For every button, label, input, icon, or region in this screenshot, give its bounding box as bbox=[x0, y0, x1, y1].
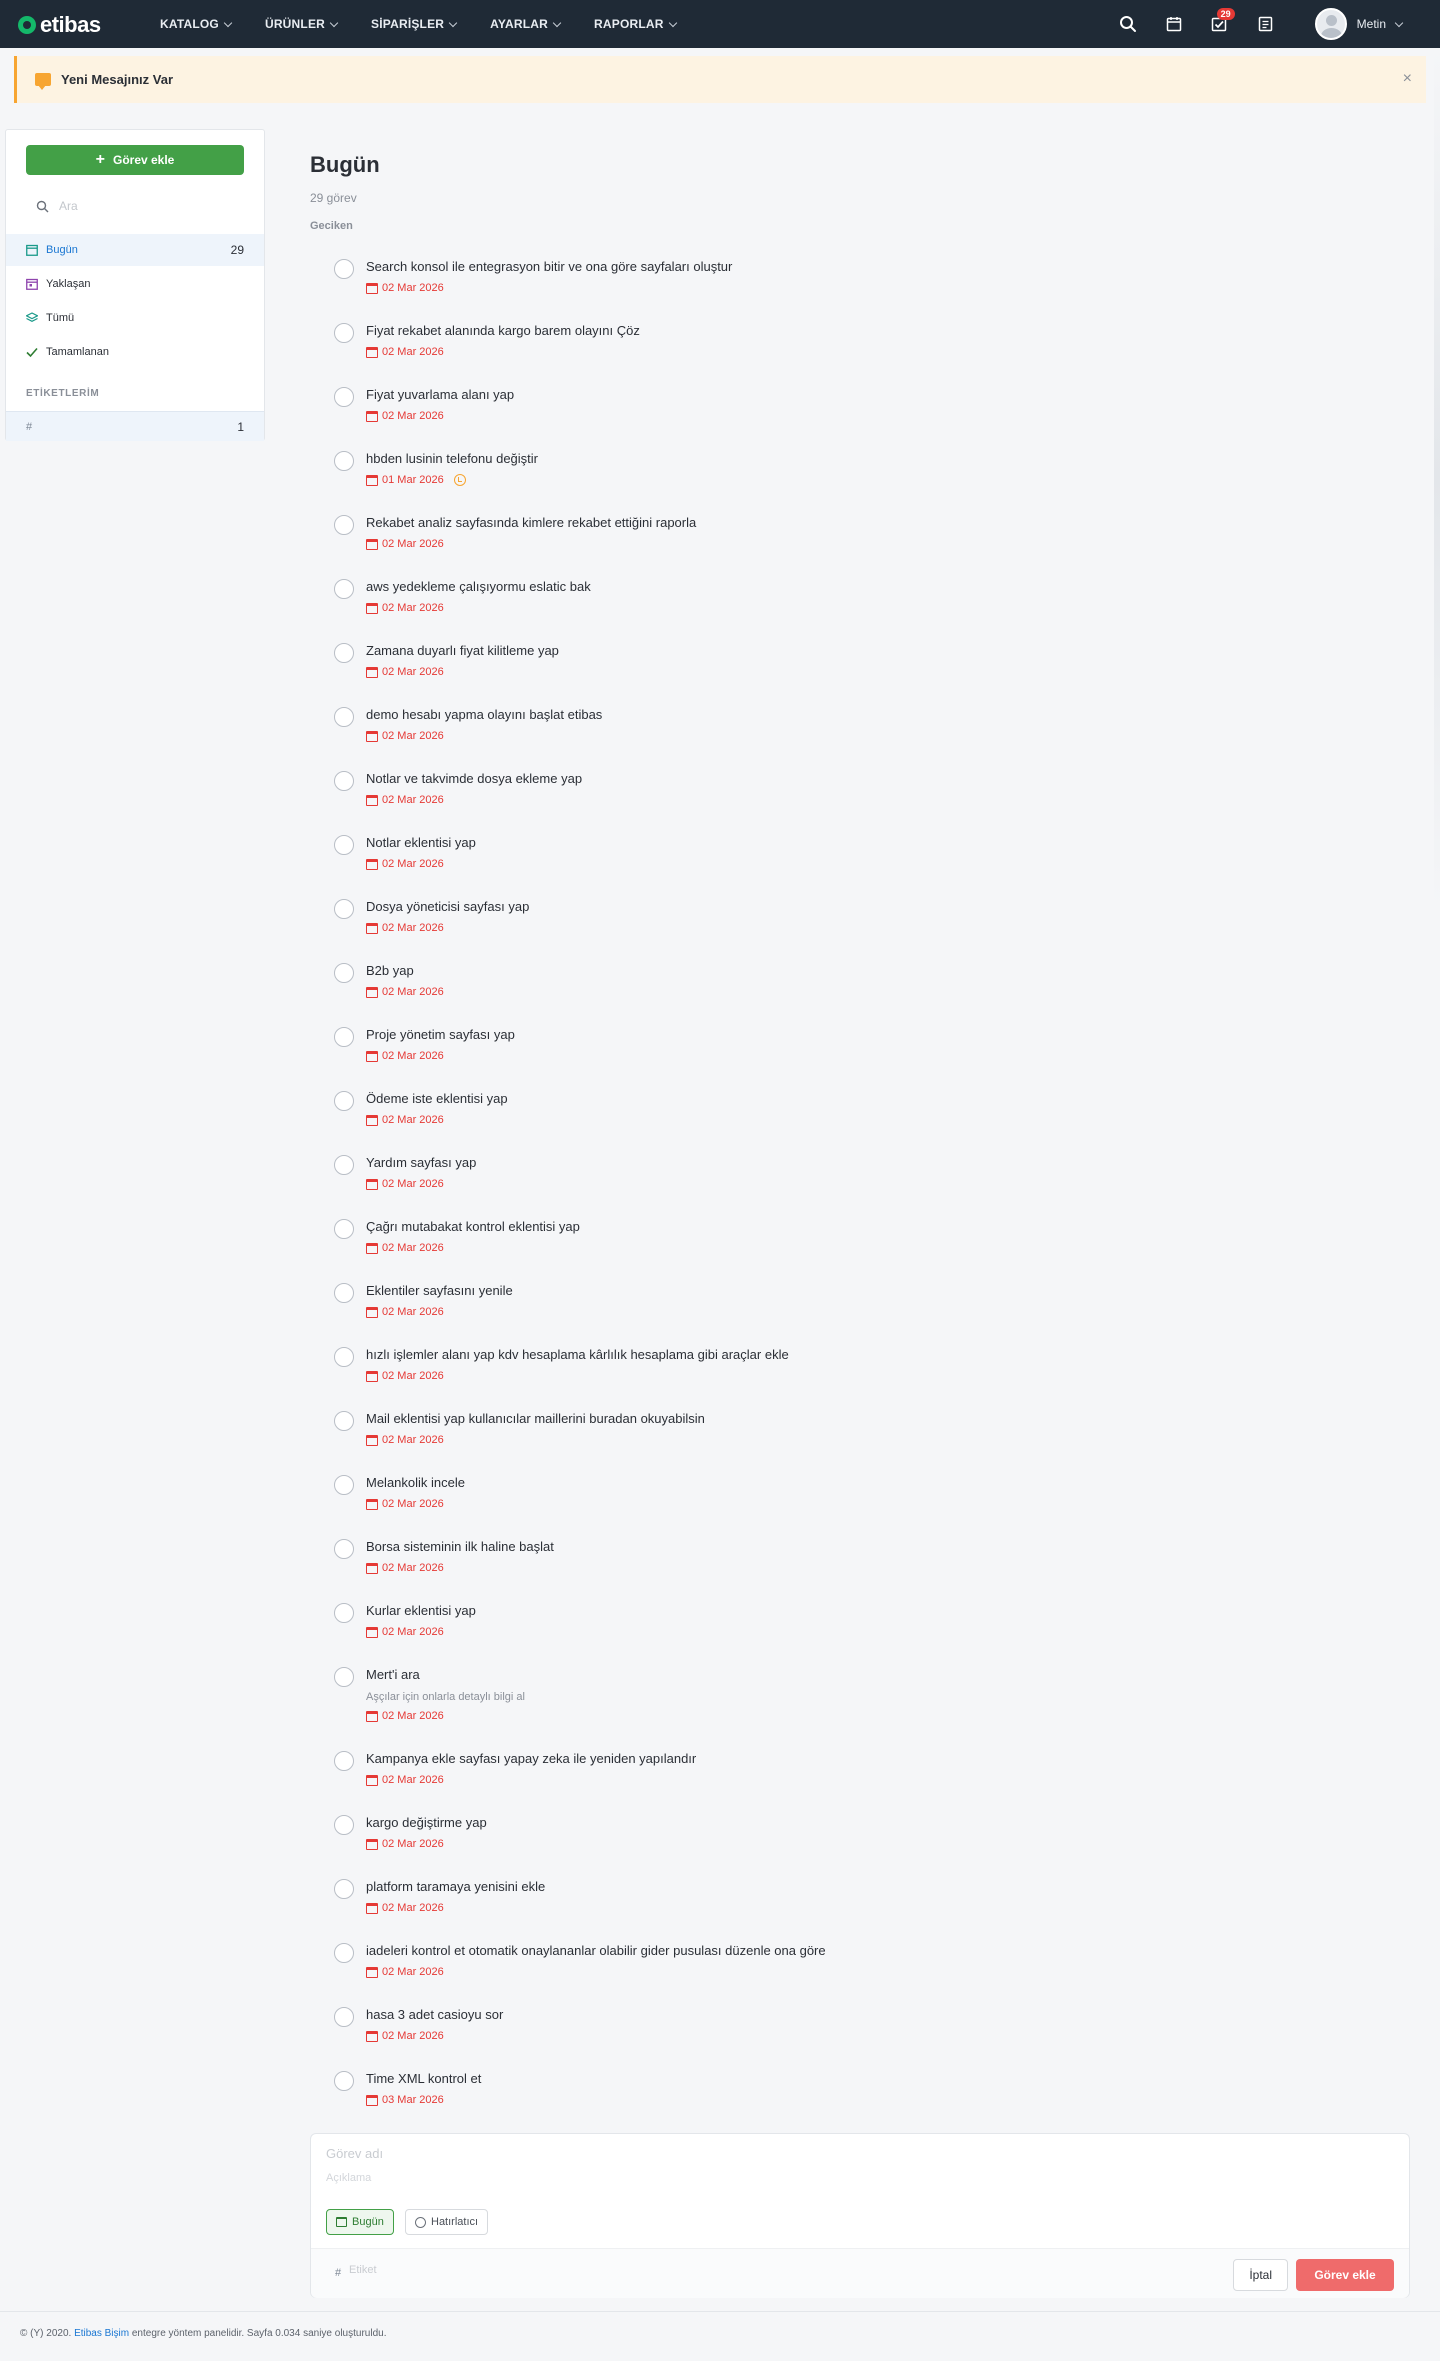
calendar-icon bbox=[366, 1903, 378, 1914]
task-title[interactable]: Time XML kontrol et bbox=[366, 2071, 482, 2086]
brand-logo[interactable] bbox=[18, 12, 101, 38]
calendar-icon bbox=[366, 283, 378, 294]
task-complete-checkbox[interactable] bbox=[334, 1815, 354, 1835]
nav-item-raporlar[interactable] bbox=[594, 17, 676, 31]
navbar-actions bbox=[1105, 0, 1440, 48]
calendar-icon bbox=[366, 411, 378, 422]
chevron-down-icon bbox=[224, 18, 232, 26]
due-date-text: 02 Mar 2026 bbox=[382, 1902, 444, 1914]
task-item[interactable] bbox=[334, 1536, 1334, 1600]
nav-item-siparisler[interactable] bbox=[371, 17, 456, 31]
alert-text: Yeni Mesajınız Var bbox=[61, 72, 173, 87]
due-date-text: 02 Mar 2026 bbox=[382, 1114, 444, 1126]
task-item[interactable] bbox=[334, 1876, 1334, 1940]
task-title[interactable]: Search konsol ile entegrasyon bitir ve ona göre sayfaları oluştur bbox=[366, 259, 733, 274]
task-title[interactable]: Kampanya ekle sayfası yapay zeka ile yeniden yapılandır bbox=[366, 1751, 697, 1766]
task-due-date bbox=[366, 2030, 444, 2042]
chat-bubble-icon bbox=[35, 73, 51, 86]
sidebar-item-yaklasan[interactable] bbox=[6, 268, 264, 300]
task-title[interactable]: B2b yap bbox=[366, 963, 414, 978]
due-today-chip[interactable] bbox=[326, 2209, 394, 2235]
task-title[interactable]: Zamana duyarlı fiyat kilitleme yap bbox=[366, 643, 559, 658]
tag-input[interactable] bbox=[349, 2264, 549, 2276]
task-item[interactable] bbox=[334, 1152, 1334, 1216]
task-due-date bbox=[366, 1242, 444, 1254]
calendar-icon bbox=[366, 1435, 378, 1446]
task-title[interactable]: Fiyat rekabet alanında kargo barem olayını Çöz bbox=[366, 323, 640, 338]
due-date-text: 02 Mar 2026 bbox=[382, 1242, 444, 1254]
task-due-date bbox=[366, 1434, 444, 1446]
task-due-date bbox=[366, 986, 444, 998]
calendar-icon bbox=[366, 1115, 378, 1126]
due-date-text: 02 Mar 2026 bbox=[382, 1774, 444, 1786]
task-title[interactable]: platform taramaya yenisini ekle bbox=[366, 1879, 546, 1894]
task-complete-checkbox[interactable] bbox=[334, 2007, 354, 2027]
chevron-down-icon bbox=[668, 18, 676, 26]
task-due-date bbox=[366, 730, 444, 742]
due-date-text: 02 Mar 2026 bbox=[382, 538, 444, 550]
calendar-icon bbox=[366, 1371, 378, 1382]
task-due-date bbox=[366, 1710, 444, 1722]
footer-suffix: entegre yöntem panelidir. Sayfa 0.034 saniye oluşturuldu. bbox=[131, 2328, 387, 2339]
form-footer bbox=[311, 2248, 1409, 2298]
calendar-icon bbox=[336, 2217, 347, 2227]
task-item[interactable] bbox=[334, 576, 1334, 640]
plus-icon: + bbox=[95, 151, 105, 168]
nav-label: KATALOG bbox=[160, 17, 219, 31]
task-list bbox=[334, 256, 1334, 2132]
calendar-icon bbox=[366, 1711, 378, 1722]
due-date-text: 02 Mar 2026 bbox=[382, 858, 444, 870]
task-complete-checkbox[interactable] bbox=[334, 1943, 354, 1963]
calendar-icon bbox=[366, 2095, 378, 2106]
calendar-icon bbox=[366, 1307, 378, 1318]
sidebar-item-label: Tümü bbox=[46, 312, 75, 324]
footer-company-link[interactable]: Etibas Bişim bbox=[74, 2328, 130, 2339]
nav-item-ayarlar[interactable] bbox=[490, 17, 560, 31]
task-title[interactable]: Kurlar eklentisi yap bbox=[366, 1603, 476, 1618]
sidebar-item-label: Tamamlanan bbox=[46, 346, 109, 358]
nav-item-katalog[interactable] bbox=[160, 17, 231, 31]
task-due-date bbox=[366, 282, 444, 294]
footer-prefix: © (Y) 2020. bbox=[20, 2328, 72, 2339]
due-date-text: 02 Mar 2026 bbox=[382, 666, 444, 678]
sidebar-item-tamamlanan[interactable] bbox=[6, 336, 264, 368]
calendar-icon bbox=[366, 987, 378, 998]
task-item[interactable] bbox=[334, 1812, 1334, 1876]
task-title[interactable]: Notlar eklentisi yap bbox=[366, 835, 476, 850]
chevron-down-icon bbox=[449, 18, 457, 26]
sidebar-item-label: Bugün bbox=[46, 244, 78, 256]
calendar-today-icon bbox=[26, 244, 38, 256]
calendar-icon bbox=[366, 1775, 378, 1786]
calendar-icon bbox=[366, 1243, 378, 1254]
task-due-date bbox=[366, 1562, 444, 1574]
task-complete-checkbox[interactable] bbox=[334, 899, 354, 919]
due-date-text: 02 Mar 2026 bbox=[382, 1370, 444, 1382]
due-date-text: 02 Mar 2026 bbox=[382, 410, 444, 422]
due-date-text: 02 Mar 2026 bbox=[382, 346, 444, 358]
task-due-date bbox=[366, 410, 444, 422]
user-name: Metin bbox=[1356, 17, 1386, 31]
task-due-date bbox=[366, 858, 444, 870]
search-input[interactable] bbox=[59, 199, 229, 213]
task-item[interactable] bbox=[334, 640, 1334, 704]
task-due-date bbox=[366, 794, 444, 806]
layers-icon bbox=[26, 312, 38, 324]
brand-name: etibas bbox=[40, 12, 101, 37]
task-title[interactable]: demo hesabı yapma olayını başlat etibas bbox=[366, 707, 603, 722]
due-date-text: 02 Mar 2026 bbox=[382, 1434, 444, 1446]
task-item[interactable] bbox=[334, 1024, 1334, 1088]
nav-label: AYARLAR bbox=[490, 17, 549, 31]
task-complete-checkbox[interactable] bbox=[334, 1347, 354, 1367]
task-due-date bbox=[366, 1966, 444, 1978]
submit-task-button[interactable]: Görev ekle bbox=[1296, 2259, 1394, 2291]
due-date-text: 02 Mar 2026 bbox=[382, 794, 444, 806]
alarm-clock-icon bbox=[454, 474, 466, 486]
task-title[interactable]: Eklentiler sayfasını yenile bbox=[366, 1283, 513, 1298]
reminder-chip[interactable] bbox=[405, 2209, 488, 2235]
calendar-icon bbox=[366, 859, 378, 870]
task-complete-checkbox[interactable] bbox=[334, 451, 354, 471]
due-date-text: 02 Mar 2026 bbox=[382, 1626, 444, 1638]
tag-label: # bbox=[26, 420, 33, 433]
calendar-icon bbox=[366, 1967, 378, 1978]
task-complete-checkbox[interactable] bbox=[334, 1091, 354, 1111]
calendar-icon bbox=[366, 795, 378, 806]
page-title: Bugün bbox=[310, 152, 380, 177]
due-date-text: 02 Mar 2026 bbox=[382, 1306, 444, 1318]
task-item[interactable] bbox=[334, 768, 1334, 832]
task-title-input[interactable] bbox=[326, 2146, 926, 2161]
task-complete-checkbox[interactable] bbox=[334, 579, 354, 599]
calendar-icon bbox=[366, 731, 378, 742]
calendar-icon bbox=[366, 1051, 378, 1062]
calendar-icon bbox=[366, 1563, 378, 1574]
task-complete-checkbox[interactable] bbox=[334, 515, 354, 535]
task-complete-checkbox[interactable] bbox=[334, 1027, 354, 1047]
avatar bbox=[1315, 8, 1347, 40]
nav-label: ÜRÜNLER bbox=[264, 17, 326, 31]
sidebar-item-count: 29 bbox=[230, 243, 244, 257]
task-due-date bbox=[366, 1498, 444, 1510]
sidebar-item-bugun[interactable] bbox=[6, 234, 264, 266]
check-icon bbox=[26, 346, 38, 358]
task-title[interactable]: Yardım sayfası yap bbox=[366, 1155, 477, 1170]
task-item[interactable] bbox=[334, 2004, 1334, 2068]
nav-item-urunler[interactable] bbox=[265, 17, 337, 31]
task-title[interactable]: Dosya yöneticisi sayfası yap bbox=[366, 899, 530, 914]
due-date-text: 02 Mar 2026 bbox=[382, 1966, 444, 1978]
task-title[interactable]: hbden lusinin telefonu değiştir bbox=[366, 451, 539, 466]
due-date-text: 01 Mar 2026 bbox=[382, 474, 444, 486]
due-date-text: 02 Mar 2026 bbox=[382, 602, 444, 614]
task-item[interactable] bbox=[334, 1748, 1334, 1812]
task-complete-checkbox[interactable] bbox=[334, 1539, 354, 1559]
calendar-icon bbox=[366, 2031, 378, 2042]
due-date-text: 02 Mar 2026 bbox=[382, 1178, 444, 1190]
task-complete-checkbox[interactable] bbox=[334, 835, 354, 855]
task-complete-checkbox[interactable] bbox=[334, 963, 354, 983]
task-item[interactable] bbox=[334, 1088, 1334, 1152]
task-title[interactable]: kargo değiştirme yap bbox=[366, 1815, 487, 1830]
task-item[interactable] bbox=[334, 1664, 1334, 1748]
due-date-text: 02 Mar 2026 bbox=[382, 282, 444, 294]
user-menu[interactable] bbox=[1315, 8, 1402, 40]
task-complete-checkbox[interactable] bbox=[334, 1283, 354, 1303]
task-item[interactable] bbox=[334, 512, 1334, 576]
task-complete-checkbox[interactable] bbox=[334, 323, 354, 343]
add-task-form bbox=[310, 2133, 1410, 2298]
calendar-icon bbox=[366, 1839, 378, 1850]
due-date-text: 02 Mar 2026 bbox=[382, 1498, 444, 1510]
task-title[interactable]: Borsa sisteminin ilk haline başlat bbox=[366, 1539, 554, 1554]
task-item[interactable] bbox=[334, 896, 1334, 960]
task-item[interactable] bbox=[334, 1472, 1334, 1536]
task-title[interactable]: Notlar ve takvimde dosya ekleme yap bbox=[366, 771, 583, 786]
task-title[interactable]: hasa 3 adet casioyu sor bbox=[366, 2007, 504, 2022]
calendar-icon[interactable] bbox=[1151, 0, 1197, 48]
task-sidebar bbox=[5, 129, 265, 441]
tags-heading: ETİKETLERİM bbox=[26, 388, 100, 399]
calendar-icon bbox=[366, 347, 378, 358]
task-description: Aşçılar için onlarla detaylı bilgi al bbox=[366, 1691, 525, 1703]
calendar-icon bbox=[366, 667, 378, 678]
task-item[interactable] bbox=[334, 1940, 1334, 2004]
task-due-date bbox=[366, 538, 444, 550]
due-date-text: 02 Mar 2026 bbox=[382, 1562, 444, 1574]
task-item[interactable] bbox=[334, 256, 1334, 320]
add-task-button[interactable] bbox=[26, 145, 244, 175]
task-complete-checkbox[interactable] bbox=[334, 2071, 354, 2091]
task-due-date bbox=[366, 1902, 444, 1914]
tasks-count-badge: 29 bbox=[1217, 8, 1235, 20]
calendar-upcoming-icon bbox=[26, 278, 38, 290]
task-item[interactable] bbox=[334, 1408, 1334, 1472]
task-due-date bbox=[366, 602, 444, 614]
cancel-button[interactable]: İptal bbox=[1233, 2259, 1288, 2291]
task-item[interactable] bbox=[334, 704, 1334, 768]
alarm-clock-icon bbox=[415, 2217, 426, 2228]
task-item[interactable] bbox=[334, 1344, 1334, 1408]
task-complete-checkbox[interactable] bbox=[334, 1219, 354, 1239]
task-title[interactable]: Çağrı mutabakat kontrol eklentisi yap bbox=[366, 1219, 580, 1234]
page-scrollbar[interactable] bbox=[1434, 48, 1440, 908]
task-item[interactable] bbox=[334, 960, 1334, 1024]
page-footer bbox=[0, 2311, 1440, 2361]
task-item[interactable] bbox=[334, 448, 1334, 512]
task-complete-checkbox[interactable] bbox=[334, 1155, 354, 1175]
task-item[interactable] bbox=[334, 1600, 1334, 1664]
due-date-text: 02 Mar 2026 bbox=[382, 1050, 444, 1062]
task-item[interactable] bbox=[334, 1280, 1334, 1344]
chevron-down-icon bbox=[1395, 18, 1403, 26]
calendar-icon bbox=[366, 923, 378, 934]
task-item[interactable] bbox=[334, 832, 1334, 896]
task-due-date bbox=[366, 2094, 444, 2106]
task-count: 29 görev bbox=[310, 191, 357, 205]
chip-label: Hatırlatıcı bbox=[431, 2216, 479, 2228]
due-date-text: 02 Mar 2026 bbox=[382, 986, 444, 998]
task-due-date bbox=[366, 1838, 444, 1850]
task-due-date bbox=[366, 1774, 444, 1786]
task-complete-checkbox[interactable] bbox=[334, 387, 354, 407]
task-item[interactable] bbox=[334, 1216, 1334, 1280]
task-description-input[interactable] bbox=[326, 2172, 926, 2184]
task-title[interactable]: Fiyat yuvarlama alanı yap bbox=[366, 387, 515, 402]
close-icon[interactable]: × bbox=[1402, 70, 1412, 87]
task-due-date bbox=[366, 1050, 444, 1062]
task-complete-checkbox[interactable] bbox=[334, 707, 354, 727]
task-title[interactable]: Ödeme iste eklentisi yap bbox=[366, 1091, 508, 1106]
main-nav bbox=[160, 0, 676, 48]
task-complete-checkbox[interactable] bbox=[334, 259, 354, 279]
task-due-date bbox=[366, 922, 444, 934]
task-title[interactable]: Proje yönetim sayfası yap bbox=[366, 1027, 515, 1042]
task-title[interactable]: Mert'i ara bbox=[366, 1667, 420, 1682]
tag-count: 1 bbox=[237, 419, 244, 434]
task-search bbox=[26, 191, 244, 221]
task-title[interactable]: Mail eklentisi yap kullanıcılar maillerini buradan okuyabilsin bbox=[366, 1411, 705, 1426]
task-due-date bbox=[366, 474, 466, 486]
task-title[interactable]: Melankolik incele bbox=[366, 1475, 465, 1490]
task-due-date bbox=[366, 1114, 444, 1126]
due-date-text: 02 Mar 2026 bbox=[382, 2030, 444, 2042]
search-icon bbox=[36, 200, 49, 213]
task-due-date bbox=[366, 1306, 444, 1318]
task-due-date bbox=[366, 346, 444, 358]
due-date-text: 02 Mar 2026 bbox=[382, 922, 444, 934]
section-heading-overdue: Geciken bbox=[310, 220, 353, 232]
sidebar-item-label: Yaklaşan bbox=[46, 278, 91, 290]
task-due-date bbox=[366, 1370, 444, 1382]
task-title[interactable]: aws yedekleme çalışıyormu eslatic bak bbox=[366, 579, 591, 594]
task-complete-checkbox[interactable] bbox=[334, 1667, 354, 1687]
task-item[interactable] bbox=[334, 2068, 1334, 2132]
calendar-icon bbox=[366, 1499, 378, 1510]
new-message-alert bbox=[14, 56, 1426, 103]
calendar-icon bbox=[366, 539, 378, 550]
task-title[interactable]: iadeleri kontrol et otomatik onaylananlar olabilir gider pusulası düzenle ona göre bbox=[366, 1943, 826, 1958]
tasks-icon[interactable] bbox=[1197, 0, 1243, 48]
calendar-icon bbox=[366, 475, 378, 486]
calendar-icon bbox=[366, 1627, 378, 1638]
task-main bbox=[310, 152, 1410, 2106]
notes-icon[interactable] bbox=[1243, 0, 1289, 48]
add-task-label: Görev ekle bbox=[112, 153, 175, 167]
task-complete-checkbox[interactable] bbox=[334, 1603, 354, 1623]
chevron-down-icon bbox=[553, 18, 561, 26]
search-icon[interactable] bbox=[1105, 0, 1151, 48]
nav-label: SİPARİŞLER bbox=[371, 17, 445, 31]
due-date-text: 02 Mar 2026 bbox=[382, 1710, 444, 1722]
chevron-down-icon bbox=[330, 18, 338, 26]
task-due-date bbox=[366, 666, 444, 678]
task-complete-checkbox[interactable] bbox=[334, 1879, 354, 1899]
task-complete-checkbox[interactable] bbox=[334, 1411, 354, 1431]
task-item[interactable] bbox=[334, 320, 1334, 384]
top-navbar bbox=[0, 0, 1440, 48]
task-complete-checkbox[interactable] bbox=[334, 1751, 354, 1771]
task-complete-checkbox[interactable] bbox=[334, 1475, 354, 1495]
calendar-icon bbox=[366, 1179, 378, 1190]
task-title[interactable]: Rekabet analiz sayfasında kimlere rekabet ettiğini raporla bbox=[366, 515, 697, 530]
task-title[interactable]: hızlı işlemler alanı yap kdv hesaplama kârlılık hesaplama gibi araçlar ekle bbox=[366, 1347, 789, 1362]
sidebar-tag-item[interactable] bbox=[6, 411, 264, 441]
sidebar-item-tumu[interactable] bbox=[6, 302, 264, 334]
task-due-date bbox=[366, 1626, 444, 1638]
logo-mark-icon bbox=[18, 16, 36, 34]
due-date-text: 02 Mar 2026 bbox=[382, 1838, 444, 1850]
hash-icon: # bbox=[335, 2267, 342, 2279]
task-item[interactable] bbox=[334, 384, 1334, 448]
calendar-icon bbox=[366, 603, 378, 614]
task-due-date bbox=[366, 1178, 444, 1190]
task-complete-checkbox[interactable] bbox=[334, 771, 354, 791]
task-complete-checkbox[interactable] bbox=[334, 643, 354, 663]
due-date-text: 03 Mar 2026 bbox=[382, 2094, 444, 2106]
due-date-text: 02 Mar 2026 bbox=[382, 730, 444, 742]
nav-label: RAPORLAR bbox=[594, 17, 664, 31]
chip-label: Bugün bbox=[352, 2216, 384, 2228]
